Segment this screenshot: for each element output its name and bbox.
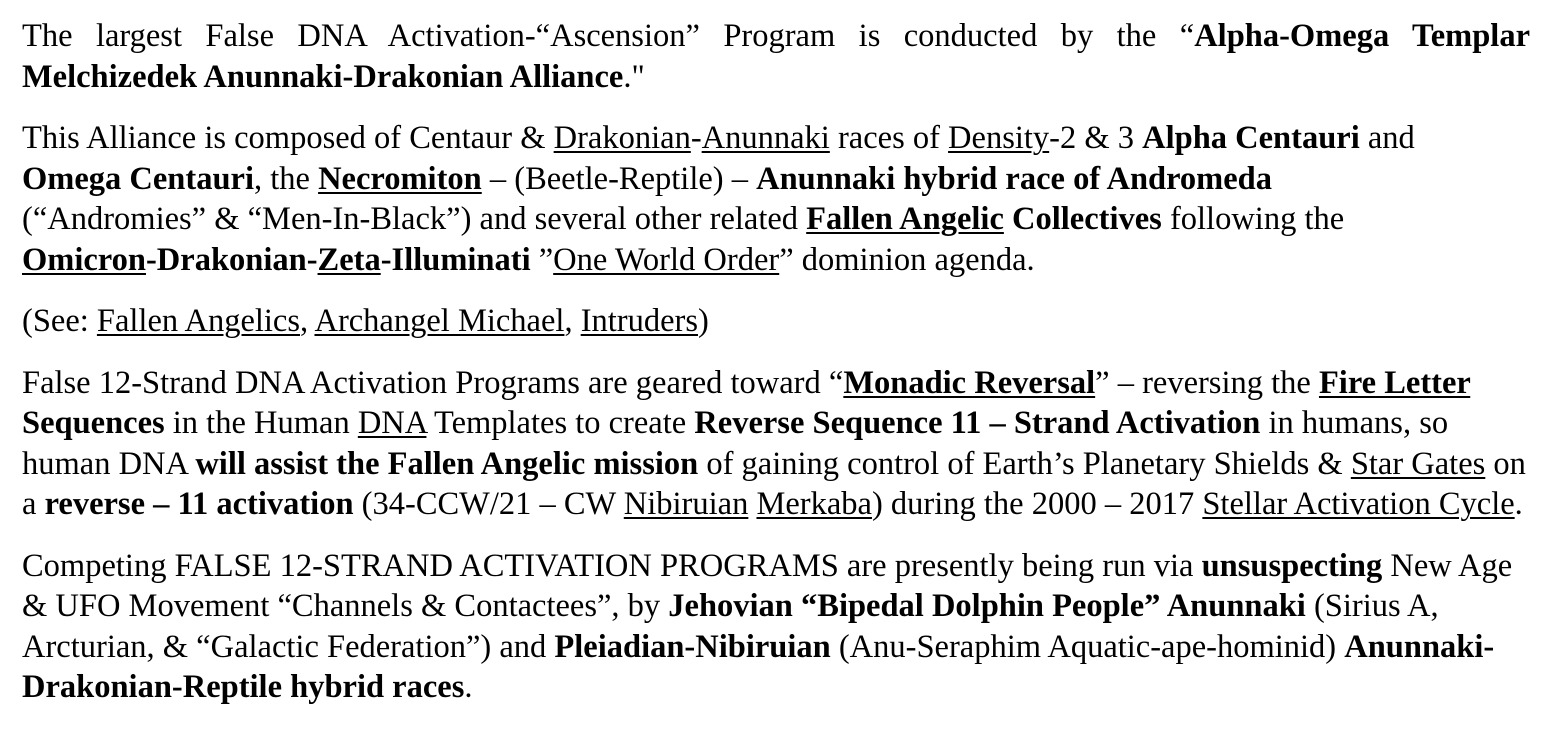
bold-text: Reverse Sequence 11 – Strand Activation (694, 405, 1261, 441)
bold-text: reverse – 11 activation (44, 486, 354, 522)
paragraph-alliance-composition (22, 118, 1530, 280)
text: in the Human (164, 405, 358, 441)
text: - (690, 120, 702, 156)
link-star-gates[interactable]: Star Gates (1350, 445, 1486, 482)
bold-text: unsuspecting (1201, 547, 1383, 584)
text: ) (698, 303, 709, 339)
text: (Anu-Seraphim Aquatic-ape-hominid) (830, 628, 1345, 665)
link-stellar-activation-cycle[interactable]: Stellar Activation Cycle (1202, 486, 1515, 522)
text: of gaining control of Earth’s Planetary Shields & (698, 445, 1351, 482)
text: following the (1161, 201, 1345, 237)
bold-text: Anunnaki-Drakonian-Reptile hybrid races (22, 628, 1495, 705)
paragraph-false-activation (22, 363, 1530, 525)
text: (34-CCW/21 – CW (353, 486, 624, 522)
text: – (Beetle-Reptile) – (481, 160, 757, 197)
text: . (464, 669, 473, 705)
text: This Alliance is composed of Centaur & (22, 120, 554, 156)
link-omicron[interactable]: Omicron (22, 241, 146, 278)
link-zeta[interactable]: Zeta (317, 241, 381, 278)
link-density[interactable]: Density (948, 120, 1050, 156)
link-merkaba[interactable]: Merkaba (756, 486, 872, 522)
bold-text: -Illuminati (380, 241, 531, 278)
bold-text: Sequences (22, 405, 165, 441)
bold-text: Alpha-Omega Templar Melchizedek Anunnaki-Drakonian Alliance (22, 18, 1531, 95)
text: , (564, 303, 581, 339)
text: ” (530, 241, 554, 278)
text: ." (623, 58, 645, 95)
link-one-world-order[interactable]: One World Order (553, 241, 780, 278)
text: Templates to create (426, 405, 695, 441)
text: (Sirius A, Arcturian, & “Galactic Federation”) and (22, 588, 1439, 665)
link-drakonian[interactable]: Drakonian (553, 120, 691, 156)
bold-text: Alpha Centauri (1142, 120, 1360, 156)
text: New Age & UFO Movement “Channels & Contactees”, by (22, 547, 1513, 624)
link-anunnaki[interactable]: Anunnaki (701, 120, 830, 156)
bold-text: Jehovian “Bipedal Dolphin People” Anunnaki (668, 588, 1306, 624)
text: , the (253, 160, 319, 197)
text: (See: (22, 303, 97, 339)
text: ” dominion agenda. (779, 241, 1035, 278)
link-fire-letter[interactable]: Fire Letter (1318, 364, 1471, 401)
bold-text: -Drakonian- (145, 241, 318, 278)
paragraph-see-also (22, 301, 1530, 342)
document-page (22, 16, 1530, 729)
link-fallen-angelic[interactable]: Fallen Angelic (806, 201, 1004, 237)
bold-text: will assist the Fallen Angelic mission (195, 445, 699, 482)
text: False 12-Strand DNA Activation Programs are geared toward “ (22, 364, 844, 401)
text: on a (22, 445, 1526, 522)
text: Competing FALSE 12-STRAND ACTIVATION PROGRAMS are presently being run via (22, 547, 1202, 584)
text: races of (829, 120, 949, 156)
text: -2 & 3 (1049, 120, 1143, 156)
text: ” – reversing the (1095, 364, 1319, 401)
link-intruders[interactable]: Intruders (580, 303, 699, 339)
link-fallen-angelics[interactable]: Fallen Angelics (96, 303, 300, 339)
bold-text: Anunnaki hybrid race of Andromeda (756, 160, 1272, 197)
text: The largest False DNA Activation-“Ascension” Program is conducted by the “ (22, 18, 1195, 54)
text: (“Andromies” & “Men-In-Black”) and several other related (22, 201, 807, 237)
text: . (1514, 486, 1523, 522)
text: and (1359, 120, 1415, 156)
bold-text: Collectives (1003, 201, 1162, 237)
paragraph-alliance-intro (22, 16, 1530, 97)
text: in humans, so human DNA (22, 405, 1449, 482)
link-necromiton[interactable]: Necromiton (318, 160, 482, 197)
text: ) during the 2000 – 2017 (871, 486, 1203, 522)
link-nibiruian[interactable]: Nibiruian (623, 486, 749, 522)
bold-text: Pleiadian-Nibiruian (554, 628, 831, 665)
link-monadic-reversal[interactable]: Monadic Reversal (843, 364, 1096, 401)
paragraph-competing-programs (22, 546, 1530, 708)
bold-text: Omega Centauri (22, 160, 254, 197)
link-dna[interactable]: DNA (357, 405, 427, 441)
link-archangel-michael[interactable]: Archangel Michael (314, 303, 565, 339)
text: , (300, 303, 315, 339)
